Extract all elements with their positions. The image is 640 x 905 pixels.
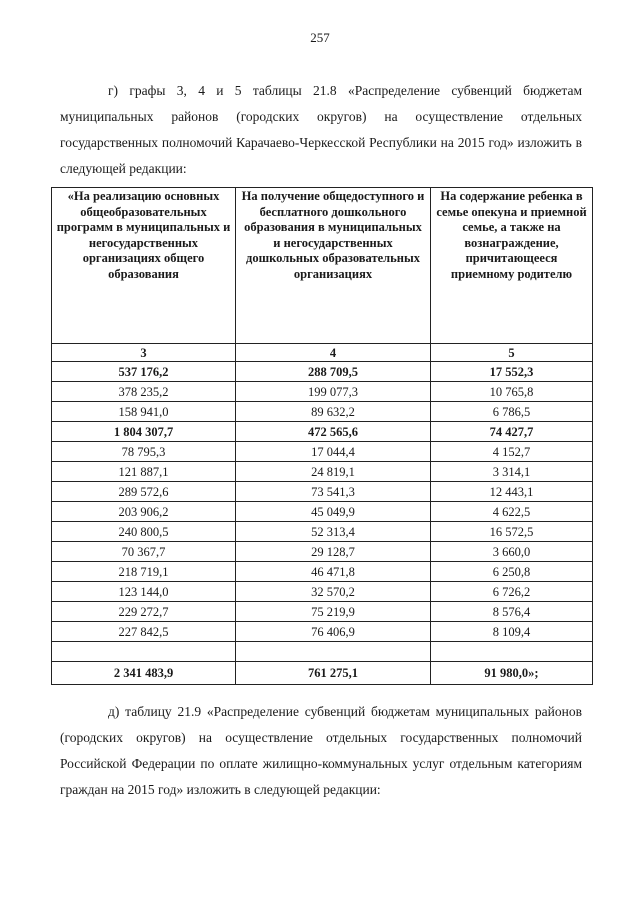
table-cell: 8 576,4	[431, 602, 593, 622]
table-cell: 203 906,2	[52, 502, 236, 522]
table-cell: 289 572,6	[52, 482, 236, 502]
table-cell: 4 622,5	[431, 502, 593, 522]
table-cell: 472 565,6	[236, 422, 431, 442]
table-row	[52, 602, 593, 622]
closing-paragraph: д) таблицу 21.9 «Распределение субвенций бюджетам муниципальных районов (городских округов) на осуществление отдельных государственных полномочий Российской Федерации по оплате жилищно-коммунальных услуг отдельным категориям граждан на 2015 год» изложить в следующей редакции:	[60, 704, 582, 797]
table-row	[52, 562, 593, 582]
total-cell: 91 980,0»;	[431, 662, 593, 685]
total-cell: 761 275,1	[236, 662, 431, 685]
table-row	[52, 502, 593, 522]
table-row	[52, 382, 593, 402]
table-row	[52, 622, 593, 642]
table-cell: 218 719,1	[52, 562, 236, 582]
table-header-row	[52, 188, 593, 344]
table-cell: 78 795,3	[52, 442, 236, 462]
table-cell: 199 077,3	[236, 382, 431, 402]
table-cell: 52 313,4	[236, 522, 431, 542]
table-row	[52, 402, 593, 422]
table-cell: 227 842,5	[52, 622, 236, 642]
table-cell: 537 176,2	[52, 362, 236, 382]
table-cell: 6 250,8	[431, 562, 593, 582]
table-cell: 74 427,7	[431, 422, 593, 442]
table-cell: 73 541,3	[236, 482, 431, 502]
header-col-5: На содержание ребенка в семье опекуна и приемной семье, а также на вознаграждение, причитающееся приемному родителю	[431, 188, 593, 344]
header-col-4: На получение общедоступного и бесплатного дошкольного образования в муниципальных и негосударственных дошкольных образовательных организациях	[236, 188, 431, 344]
table-cell: 6 786,5	[431, 402, 593, 422]
table-cell: 89 632,2	[236, 402, 431, 422]
table-cell: 229 272,7	[52, 602, 236, 622]
table-cell: 17 552,3	[431, 362, 593, 382]
table-cell: 158 941,0	[52, 402, 236, 422]
table-cell: 16 572,5	[431, 522, 593, 542]
totals-row	[52, 662, 593, 685]
table-cell: 121 887,1	[52, 462, 236, 482]
table-cell: 378 235,2	[52, 382, 236, 402]
table-cell: 75 219,9	[236, 602, 431, 622]
table-cell: 3 660,0	[431, 542, 593, 562]
table-row	[52, 522, 593, 542]
header-col-3: «На реализацию основных общеобразовательных программ в муниципальных и негосударственных организациях общего образования	[52, 188, 236, 344]
table-cell: 288 709,5	[236, 362, 431, 382]
table-cell: 240 800,5	[52, 522, 236, 542]
table-cell: 1 804 307,7	[52, 422, 236, 442]
column-number-row	[52, 344, 593, 362]
table-cell	[236, 642, 431, 662]
table-cell: 17 044,4	[236, 442, 431, 462]
table-row	[52, 442, 593, 462]
table-row	[52, 422, 593, 442]
table-cell: 3 314,1	[431, 462, 593, 482]
table-cell: 32 570,2	[236, 582, 431, 602]
table-cell: 29 128,7	[236, 542, 431, 562]
subventions-table	[51, 187, 593, 685]
table-cell	[431, 642, 593, 662]
table-cell: 70 367,7	[52, 542, 236, 562]
table-cell: 6 726,2	[431, 582, 593, 602]
column-number: 3	[52, 344, 236, 362]
table-cell: 12 443,1	[431, 482, 593, 502]
table-cell: 8 109,4	[431, 622, 593, 642]
intro-paragraph: г) графы 3, 4 и 5 таблицы 21.8 «Распределение субвенций бюджетам муниципальных районов (городских округов) на осуществление отдельных государственных полномочий Карачаево-Черкесской Республики на 2015 год» изложить в следующей редакции:	[60, 83, 582, 176]
table-row	[52, 542, 593, 562]
column-number: 5	[431, 344, 593, 362]
table-cell: 76 406,9	[236, 622, 431, 642]
table-cell: 4 152,7	[431, 442, 593, 462]
table-row	[52, 462, 593, 482]
total-cell: 2 341 483,9	[52, 662, 236, 685]
table-row	[52, 362, 593, 382]
column-number: 4	[236, 344, 431, 362]
table-row	[52, 482, 593, 502]
table-cell: 45 049,9	[236, 502, 431, 522]
table-row	[52, 582, 593, 602]
table-cell: 10 765,8	[431, 382, 593, 402]
empty-row	[52, 642, 593, 662]
page-number: 257	[310, 30, 330, 45]
table-cell: 46 471,8	[236, 562, 431, 582]
table-cell	[52, 642, 236, 662]
table-cell: 24 819,1	[236, 462, 431, 482]
table-cell: 123 144,0	[52, 582, 236, 602]
